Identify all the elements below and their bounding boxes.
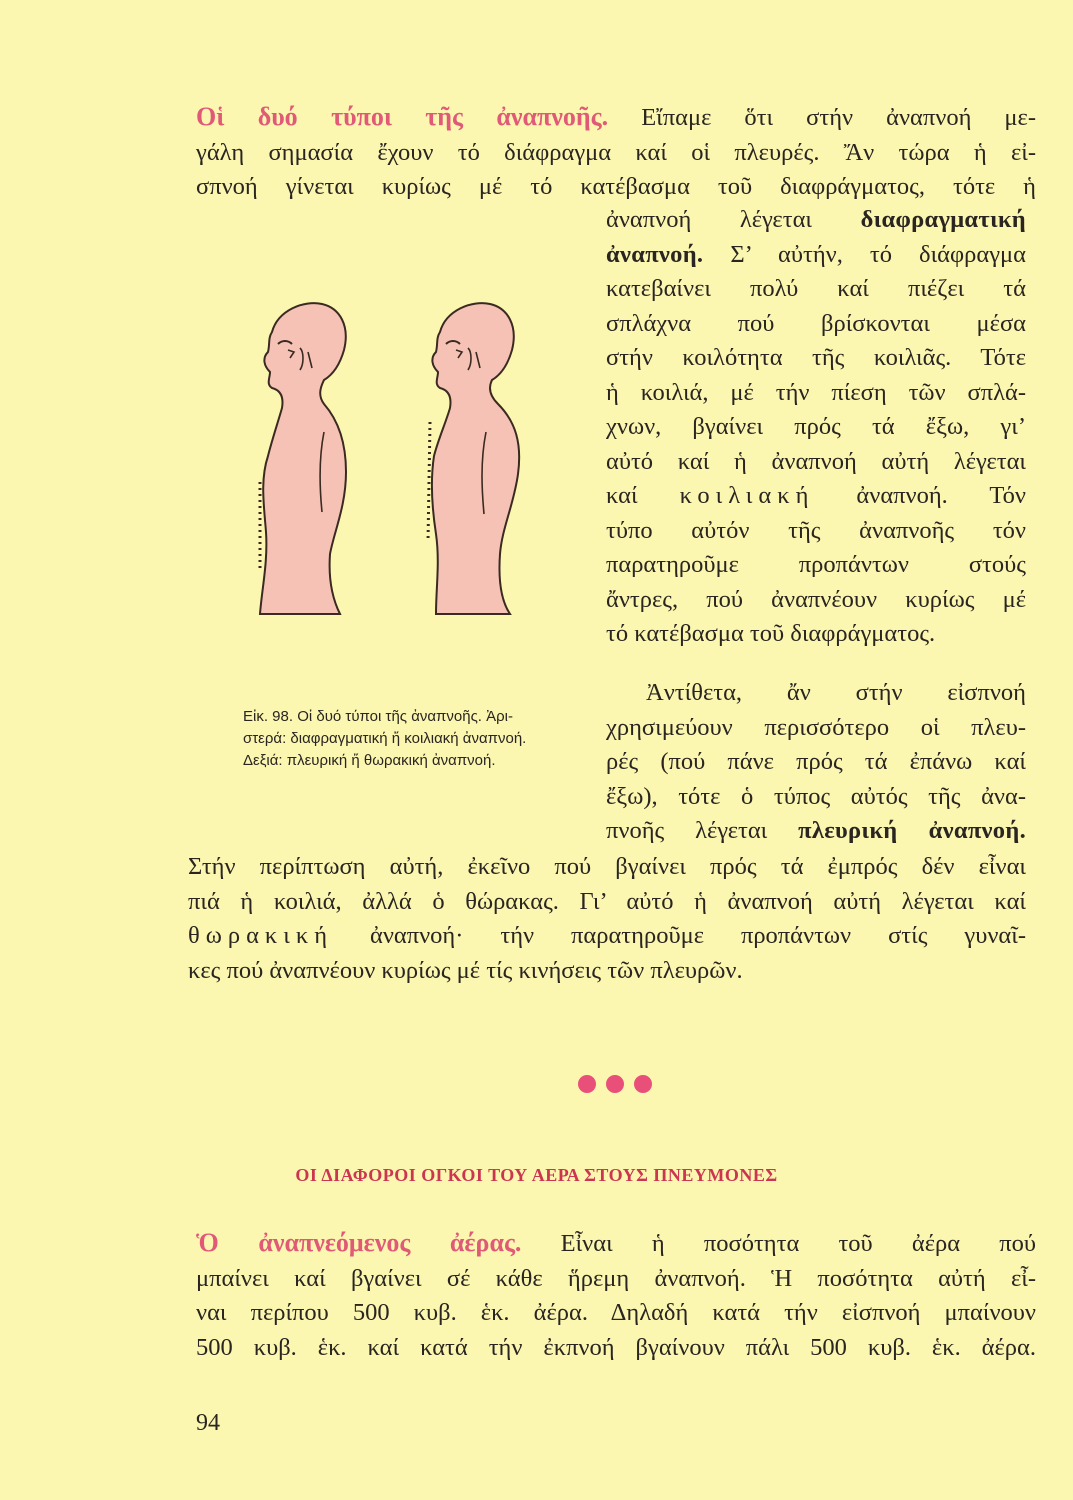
text-line: σπνοή γίνεται κυρίως μέ τό κατέβασμα τοῦ διαφράγματος, τότε ἡ: [196, 173, 1036, 200]
text-line: 500 κυβ. ἑκ. καί κατά τήν ἐκπνοή βγαίνουν πάλι 500 κυβ. ἑκ. ἀέρα.: [196, 1333, 1036, 1361]
term-abdominal: κοιλιακή: [679, 482, 815, 509]
figure-left-diaphragmatic: [260, 303, 346, 614]
section-heading: Ὁ ἀναπνεόμενος ἀέρας.: [196, 1228, 522, 1257]
breathing-figure: [238, 292, 558, 622]
text-line: Ἀντίθετα, ἄν στήν εἰσπνοή: [646, 679, 1026, 706]
text-line: χνων, βγαίνει πρός τά ἔξω, γι’: [606, 413, 1026, 440]
text-line: Ὁ ἀναπνεόμενος ἀέρας. Εἶναι ἡ ποσότητα τοῦ ἀέρα πού: [196, 1228, 1036, 1257]
section-title: ΟΙ ΔΙΑΦΟΡΟΙ ΟΓΚΟΙ ΤΟΥ ΑΕΡΑ ΣΤΟΥΣ ΠΝΕΥΜΟΝΕΣ: [295, 1165, 778, 1185]
text-line: στήν κοιλότητα τῆς κοιλιᾶς. Τότε: [606, 344, 1026, 371]
separator-dot: [634, 1075, 652, 1093]
term-thoracic: θωρακική: [188, 922, 334, 949]
text-line: τό κατέβασμα τοῦ διαφράγματος.: [606, 620, 936, 647]
figure-right-thoracic: [428, 303, 519, 614]
text-line: ἡ κοιλιά, μέ τήν πίεση τῶν σπλά-: [606, 378, 1026, 406]
separator-dot: [606, 1075, 624, 1093]
text-line: πνοῆς λέγεται πλευρική ἀναπνοή.: [606, 817, 1026, 844]
text-line: παρατηροῦμε προπάντων στούς: [606, 551, 1026, 578]
separator-dot: [578, 1075, 596, 1093]
text-line: μπαίνει καί βγαίνει σέ κάθε ἥρεμη ἀναπνοή. Ἡ ποσότητα αὐτή εἶ-: [196, 1264, 1036, 1292]
text-line: ἄντρες, πού ἀναπνέουν κυρίως μέ: [606, 585, 1026, 613]
text-line: ἀναπνοή λέγεται διαφραγματική: [606, 206, 1026, 233]
text-line: αὐτό καί ἡ ἀναπνοή αὐτή λέγεται: [606, 447, 1026, 475]
term-pleural: πλευρική ἀναπνοή.: [798, 817, 1026, 844]
paragraph-tidal-air: [196, 1226, 1036, 1365]
text-line: Οἱ δυό τύποι τῆς ἀναπνοῆς. Εἴπαμε ὅτι στήν ἀναπνοή με-: [196, 102, 1036, 131]
figure-caption: Εἰκ. 98. Οἱ δυό τύποι τῆς ἀναπνοῆς. Ἀρι- στερά: διαφραγματική ἤ κοιλιακή ἀναπνοή. Δεξιά: πλευρική ἤ θωρακική ἀναπνοή.: [243, 708, 527, 769]
text-line: κατεβαίνει πολύ καί πιέζει τά: [606, 275, 1026, 302]
term-diaphragmatic: διαφραγματική: [860, 206, 1026, 233]
separator-dots: [577, 1072, 657, 1096]
text-line: θωρακική ἀναπνοή· τήν παρατηροῦμε προπάντων στίς γυναῖ-: [188, 922, 1026, 949]
text-line: καί κοιλιακή ἀναπνοή. Τόν: [606, 482, 1026, 509]
section-heading: Οἱ δυό τύποι τῆς ἀναπνοῆς.: [196, 102, 609, 131]
text-line: ἀναπνοή. Σ’ αὐτήν, τό διάφραγμα: [606, 240, 1027, 268]
page-number: 94: [196, 1410, 220, 1436]
text-line: ρές (πού πάνε πρός τά ἐπάνω καί: [606, 748, 1026, 775]
text-line: πιά ἡ κοιλιά, ἀλλά ὁ θώρακας. Γι’ αὐτό ἡ ἀναπνοή αὐτή λέγεται καί: [188, 887, 1026, 915]
text-line: κες πού ἀναπνέουν κυρίως μέ τίς κινήσεις τῶν πλευρῶν.: [188, 956, 743, 984]
text-line: γάλη σημασία ἔχουν τό διάφραγμα καί οἱ πλευρές. Ἄν τώρα ἡ εἰ-: [196, 138, 1036, 166]
text-line: Στήν περίπτωση αὐτή, ἐκεῖνο πού βγαίνει πρός τά ἐμπρός δέν εἶναι: [188, 853, 1026, 880]
text-line: ἔξω), τότε ὁ τύπος αὐτός τῆς ἀνα-: [606, 782, 1026, 810]
paragraph-thoracic: [606, 676, 1026, 849]
text-line: χρησιμεύουν περισσότερο οἱ πλευ-: [606, 713, 1026, 741]
paragraph-breathing-types: [196, 100, 1036, 205]
text-line: τύπο αὐτόν τῆς ἀναπνοῆς τόν: [606, 516, 1026, 544]
paragraph-thoracic-continued: [188, 850, 1026, 988]
text-line: ναι περίπου 500 κυβ. ἑκ. ἀέρα. Δηλαδή κατά τήν εἰσπνοή μπαίνουν: [196, 1299, 1036, 1326]
text-line: σπλάχνα πού βρίσκονται μέσα: [606, 309, 1026, 337]
paragraph-right-column: [606, 203, 1026, 652]
